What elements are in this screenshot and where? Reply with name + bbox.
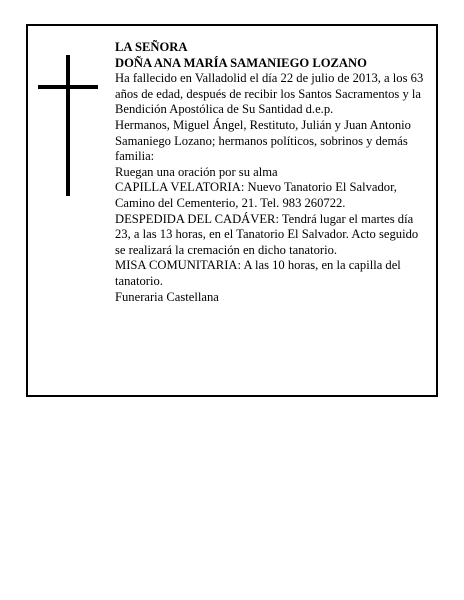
funeral-home-name: Funeraria Castellana bbox=[115, 289, 219, 304]
wake-chapel-info: CAPILLA VELATORIA: Nuevo Tanatorio El Salvador, Camino del Cementerio, 21. Tel. 983 260722. bbox=[115, 180, 397, 210]
deceased-name: DOÑA ANA MARÍA SAMANIEGO LOZANO bbox=[115, 55, 367, 70]
obituary-text bbox=[115, 40, 430, 305]
prayer-request: Ruegan una oración por su alma bbox=[115, 164, 278, 179]
community-mass-info: MISA COMUNITARIA: A las 10 horas, en la capilla del tanatorio. bbox=[115, 258, 401, 288]
funeral-farewell-info: DESPEDIDA DEL CADÁVER: Tendrá lugar el martes día 23, a las 13 horas, en el Tanatorio El Salvador. Acto seguido se realizará la cremación en dicho tanatorio. bbox=[115, 211, 419, 257]
cross-horizontal-bar bbox=[38, 85, 98, 89]
death-announcement: Ha fallecido en Valladolid el día 22 de julio de 2013, a los 63 años de edad, después de recibir los Santos Sacramentos y la Bendición Apostólica de Su Santidad d.e.p. bbox=[115, 71, 424, 117]
cross-vertical-bar bbox=[66, 55, 70, 196]
family-list: Hermanos, Miguel Ángel, Restituto, Julián y Juan Antonio Samaniego Lozano; hermanos políticos, sobrinos y demás familia: bbox=[115, 117, 411, 164]
notice-heading: LA SEÑORA bbox=[115, 40, 188, 54]
